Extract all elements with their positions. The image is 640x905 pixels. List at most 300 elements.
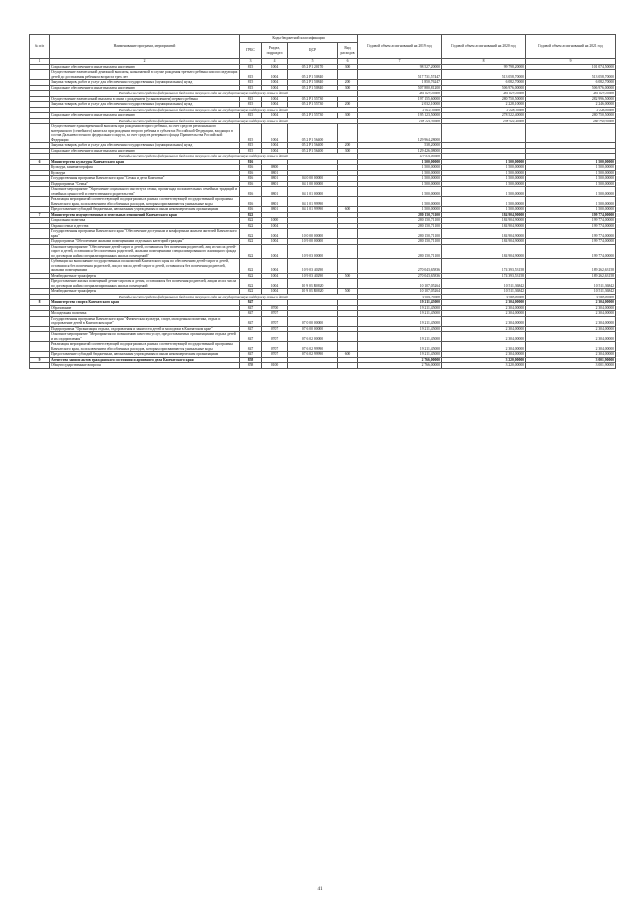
amount-2020: 184 904,90000 [442,212,526,218]
code-grbs: 816 [240,159,262,165]
code-razdel: 0801 [262,197,288,207]
amount-2020: 280 750,50000 [442,96,526,102]
code-csr: 04 1 01 00000 [288,187,338,197]
code-razdel: 0707 [262,332,288,342]
amount-2019: 1 500,00000 [358,187,442,197]
row-name: Охрана семьи и детства [50,223,240,229]
row-name: Социальное обеспечение и иные выплаты населению [50,64,240,70]
code-vr: 200 [338,143,358,149]
amount-2019: 19 211,45000 [358,342,442,352]
amount-2020: 1 500,00000 [442,176,526,182]
row-number [30,332,50,342]
amount-2020: 513 058,70000 [442,70,526,80]
column-number: 6 [338,59,358,65]
header-codes-group: Коды бюджетной классификации [240,35,358,43]
amount-2020: 278 522,40000 [442,113,526,119]
amount-2020: 2 304,00000 [442,305,526,311]
code-vr [338,244,358,259]
amount-2020: 2 304,00000 [442,332,526,342]
row-name: Министерство имущественных и земельных отношений Камчатского края [50,212,240,218]
amount-2019: 1 500,00000 [358,165,442,171]
amount-2019: 9 601,70000 [358,294,442,300]
code-csr: 07 6 02 99990 [288,342,338,352]
amount-2019: 19 211,45000 [358,300,442,306]
amount-2021: 2 304,00000 [526,332,616,342]
code-csr: 05 2 Р1 55730 [288,102,338,108]
code-razdel: 1004 [262,289,288,295]
amount-2020: 184 904,90000 [442,239,526,245]
code-grbs: 822 [240,273,262,279]
code-vr [338,187,358,197]
code-vr [338,124,358,143]
code-razdel: 0707 [262,352,288,358]
row-name: Предоставление субсидий бюджетным, автономным учреждениям и иным некоммерческим организациям [50,207,240,213]
amount-2021: 199 774,00000 [526,223,616,229]
row-number [30,197,50,207]
code-grbs: 816 [240,181,262,187]
code-grbs: 815 [240,124,262,143]
amount-2020: 174 393,53158 [442,259,526,274]
table-row [30,342,616,352]
column-number: 7 [358,59,442,65]
table-row [30,187,616,197]
header-csr: ЦСР [288,43,338,59]
amount-2019: 98 527,20000 [358,64,442,70]
amount-2019: 280 150,71100 [358,239,442,245]
amount-2020: 174 393,53158 [442,273,526,279]
amount-2019: 2 766,00000 [358,363,442,369]
amount-2019: 1 850,76247 [358,80,442,86]
budget-table [29,34,616,369]
row-number [30,244,50,259]
row-name: Межбюджетные трансферты [50,289,240,295]
code-razdel: 0801 [262,207,288,213]
code-grbs: 822 [240,218,262,224]
amount-2019: 129 964,28000 [358,124,442,143]
code-grbs: 822 [240,212,262,218]
code-razdel: 1004 [262,239,288,245]
code-csr [288,363,338,369]
code-razdel: 1004 [262,273,288,279]
code-grbs: 815 [240,96,262,102]
header-vr: Вид расходов [338,43,358,59]
table-row [30,244,616,259]
code-vr [338,363,358,369]
code-grbs: 816 [240,165,262,171]
amount-2021: 2 304,00000 [526,305,616,311]
code-csr: 10 9 00 00000 [288,239,338,245]
row-number [30,342,50,352]
amount-2019: 280 150,71100 [358,223,442,229]
code-razdel: 0801 [262,170,288,176]
code-razdel: 0707 [262,342,288,352]
amount-2020: 10 511,36842 [442,289,526,295]
row-name: Культура [50,170,240,176]
header-num: № п/п [30,35,50,59]
amount-2020: 2 228,10000 [442,102,526,108]
code-vr [338,342,358,352]
code-razdel: 1004 [262,229,288,239]
amount-2021: 10 511,36842 [526,289,616,295]
code-vr: 600 [338,352,358,358]
code-csr: 05 2 Р1 56400 [288,143,338,149]
amount-2020: 2 304,00000 [442,352,526,358]
amount-2020: 1 500,00000 [442,170,526,176]
code-csr: 05 2 Р1 55730 [288,113,338,119]
amount-2020: 99 798,20000 [442,64,526,70]
row-name: Предоставление субсидий бюджетным, автономным учреждениям и иным некоммерческим организациям [50,352,240,358]
note-text: Расходы за счет средств федерального бюджета текущего года на государственную поддержку семьи и детей [50,107,358,113]
header-2019: Годовой объем ассигнований на 2019 год [358,35,442,59]
code-grbs: 815 [240,148,262,154]
amount-2021: 189 262,63158 [526,273,616,279]
amount-2019: 19 211,45000 [358,332,442,342]
code-grbs: 816 [240,207,262,213]
amount-2021: 2 246,00000 [526,102,616,108]
amount-2019: 2 032,10000 [358,102,442,108]
code-grbs: 822 [240,244,262,259]
amount-2021: 199 774,00000 [526,244,616,259]
column-number: 9 [526,59,616,65]
code-razdel: 1004 [262,113,288,119]
amount-2020: 1 500,00000 [442,187,526,197]
row-name: Предоставление жилых помещений детям-сиротам и детям, оставшимся без попечения родителей, лицам из их числа по договорам найма специализированных жилых помещений [50,279,240,289]
amount-2019: 280 150,71100 [358,212,442,218]
amount-2020: 10 511,36842 [442,279,526,289]
code-grbs: 858 [240,363,262,369]
row-name: Реализация мероприятий соответствующей подпрограммы в рамках соответствующей государственной программы Камчатского края, за исключением обособленных расходов, которым присваиваются уникальные коды [50,197,240,207]
row-number [30,363,50,369]
code-vr [338,229,358,239]
code-vr [338,197,358,207]
code-csr: 05 2 Р1 56400 [288,124,338,143]
row-name: Осуществление ежемесячной выплаты в связи с рождением (усыновлением) первого ребенка [50,96,240,102]
row-name: Социальное обеспечение и иные выплаты населению [50,148,240,154]
code-razdel: 1004 [262,64,288,70]
code-razdel: 1004 [262,244,288,259]
column-number: 2 [50,59,240,65]
row-name: Государственная программа Камчатского края "Физическая культура, спорт, молодежная политика, отдых и оздоровление детей в Камчатском крае" [50,316,240,326]
code-csr: 05 2 Р1 55730 [288,96,338,102]
code-csr: 07 0 00 00000 [288,316,338,326]
amount-2021: 3 001,90000 [526,363,616,369]
amount-2019: 19 211,45000 [358,305,442,311]
row-number [30,229,50,239]
row-name: Министерство культуры Камчатского края [50,159,240,165]
row-name: Закупка товаров, работ и услуг для обеспечения государственных (муниципальных) нужд [50,143,240,149]
code-razdel: 1004 [262,70,288,80]
row-name: Министерство спорта Камчатского края [50,300,240,306]
column-number: 8 [442,59,526,65]
code-csr: 04 0 00 00000 [288,176,338,182]
column-number: 4 [262,59,288,65]
row-name: Общегосударственные вопросы [50,363,240,369]
code-grbs: 822 [240,279,262,289]
column-number: 5 [288,59,338,65]
code-csr: 07 6 02 99990 [288,352,338,358]
code-csr: 10 9 03 00000 [288,244,338,259]
row-name: Подпрограмма "Организация отдыха, оздоровления и занятости детей и молодежи в Камчатском крае" [50,326,240,332]
amount-2020: 184 904,90000 [442,244,526,259]
amount-2019: 10 107,05264 [358,279,442,289]
code-razdel: 1004 [262,259,288,274]
row-name: Подпрограмма "Семья" [50,181,240,187]
code-grbs: 847 [240,352,262,358]
amount-2021: 1 500,00000 [526,170,616,176]
amount-2021: 481 627,20000 [526,91,616,97]
code-grbs: 822 [240,229,262,239]
amount-2019: 270 043,65836 [358,259,442,274]
code-grbs: 816 [240,187,262,197]
code-csr: 05 2 Р1 50840 [288,80,338,86]
column-number: 1 [30,59,50,65]
header-2021: Годовой объем ассигнований на 2021 год [526,35,616,59]
code-vr: 200 [338,80,358,86]
amount-2021: 189 262,63158 [526,259,616,274]
amount-2019: 10 107,05264 [358,289,442,295]
row-number [30,187,50,197]
code-vr: 300 [338,85,358,91]
code-grbs: 815 [240,70,262,80]
code-razdel: 0707 [262,326,288,332]
table-body [30,64,616,368]
code-vr: 500 [338,273,358,279]
note-text: Расходы за счет средств федерального бюджета текущего года на государственную поддержку семьи и детей [50,118,358,124]
code-razdel: 1004 [262,85,288,91]
code-razdel: 1000 [262,218,288,224]
amount-2019: 1 500,00000 [358,197,442,207]
row-name: Культура, кинематография [50,165,240,171]
amount-2019: 19 211,45000 [358,326,442,332]
code-vr [338,332,358,342]
code-grbs: 822 [240,289,262,295]
amount-2020: 184 904,90000 [442,223,526,229]
code-razdel: 1004 [262,124,288,143]
row-name: Государственная программа Камчатского края "Обеспечение доступным и комфортным жильем жителей Камчатского края" [50,229,240,239]
amount-2019: 195 123,50000 [358,113,442,119]
table-row [30,316,616,326]
column-number: 3 [240,59,262,65]
row-number: 9 [30,357,50,363]
code-csr: 10 9 03 40290 [288,259,338,274]
amount-2021: 2 246,00000 [526,107,616,113]
row-name: Социальное обеспечение и иные выплаты населению [50,85,240,91]
amount-2021: 2 304,00000 [526,316,616,326]
table-row [30,197,616,207]
code-csr: 05 2 Р1 50840 [288,85,338,91]
code-csr: 05 2 Р1 20170 [288,64,338,70]
table-row [30,279,616,289]
code-csr: 10 9 03 40290 [288,273,338,279]
amount-2019: 517 731,57447 [358,70,442,80]
amount-2019: 1 500,00000 [358,207,442,213]
code-vr: 300 [338,148,358,154]
code-grbs: 822 [240,239,262,245]
code-grbs: 815 [240,113,262,119]
row-name: Осуществление ежемесячной денежной выплаты, назначаемой в случае рождения третьего ребенка или последующих детей до достижения ребенком возраста трех лет [50,70,240,80]
amount-2021: 101 074,50000 [526,64,616,70]
amount-2020: 3 220,00000 [442,357,526,363]
amount-2020: 1 500,00000 [442,181,526,187]
amount-2021: 280 750,50000 [526,118,616,124]
code-vr [338,70,358,80]
code-razdel: 1004 [262,223,288,229]
row-number [30,70,50,80]
code-razdel: 1004 [262,96,288,102]
amount-2019: 538,20000 [358,143,442,149]
amount-2021: 10 511,36842 [526,279,616,289]
page-number: 41 [317,887,323,892]
row-name: Молодежная политика [50,311,240,317]
note-text: Расходы за счет средств федерального бюджета текущего года на государственную поддержку семьи и детей [50,91,358,97]
amount-2019: 19 211,45000 [358,316,442,326]
amount-2020: 2 304,00000 [442,316,526,326]
code-vr: 300 [338,64,358,70]
code-grbs: 847 [240,311,262,317]
code-csr: 04 1 01 99990 [288,197,338,207]
code-razdel: 0100 [262,363,288,369]
row-name: Реализация мероприятий соответствующей подпрограммы в рамках соответствующей государственной программы Камчатского края, за исключением обособленных расходов, которым присваиваются уникальные коды [50,342,240,352]
code-grbs: 815 [240,85,262,91]
amount-2021: 1 500,00000 [526,159,616,165]
code-razdel: 0700 [262,305,288,311]
amount-2021: 1 500,00000 [526,207,616,213]
code-razdel: 0800 [262,165,288,171]
code-grbs: 815 [240,64,262,70]
header-grbs: ГРБС [240,43,262,59]
code-grbs: 847 [240,342,262,352]
code-csr: 04 1 01 99990 [288,207,338,213]
amount-2019: 507 880,81200 [358,85,442,91]
row-number [30,279,50,289]
code-vr [338,316,358,326]
code-razdel: 0801 [262,176,288,182]
row-name: Закупка товаров, работ и услуг для обеспечения государственных (муниципальных) нужд [50,80,240,86]
code-grbs: 847 [240,305,262,311]
note-text: Расходы за счет средств федерального бюджета текущего года на государственную поддержку семьи и детей [50,294,358,300]
code-razdel: 0801 [262,181,288,187]
amount-2019: 19 211,45000 [358,352,442,358]
code-csr: 07 6 02 00000 [288,332,338,342]
table-row [30,332,616,342]
header-name: Наименование программ, мероприятий [50,35,240,59]
row-name: Основное мероприятие "Мероприятия по повышению качества услуг, предоставляемых организациями отдыха детей и их оздоровления" [50,332,240,342]
row-number [30,259,50,274]
amount-2021: 1 500,00000 [526,176,616,182]
amount-2019: 270 043,65836 [358,273,442,279]
amount-2021: 2 304,00000 [526,352,616,358]
code-grbs: 847 [240,316,262,326]
amount-2020: 1 500,00000 [442,197,526,207]
amount-2021: 2 304,00000 [526,300,616,306]
amount-2021: 2 304,00000 [526,311,616,317]
code-razdel: 1004 [262,102,288,108]
code-grbs: 858 [240,357,262,363]
amount-2021: 3 001,90000 [526,357,616,363]
code-grbs: 815 [240,143,262,149]
amount-2021: 199 774,00000 [526,239,616,245]
code-csr: 05 2 Р1 56400 [288,148,338,154]
code-razdel: 1004 [262,279,288,289]
code-csr: 10 9 03 R0820 [288,279,338,289]
code-grbs: 847 [240,300,262,306]
budget-table-sheet [29,34,615,369]
code-grbs: 816 [240,170,262,176]
table-row [30,363,616,369]
amount-2020: 1 500,00000 [442,159,526,165]
note-text: Расходы за счет средств федерального бюджета текущего года на государственную поддержку семьи и детей [50,154,358,160]
row-name: Основное мероприятие "Обеспечение детей-сирот и детей, оставшихся без попечения родителей, лиц из числа детей-сирот и детей, оставшихся без попечения родителей, жилыми помещениями специализированного жилищного фонда по договорам найма специализированных жилых помещений" [50,244,240,259]
amount-2021: 1 500,00000 [526,187,616,197]
row-name: Осуществление единовременной выплаты при рождении второго ребенка, за счет средств регионального материнского (семейного) капитала при рождении второго ребенка в субъектах Российской Федерации, входящих в состав Дальневосточного федерального округа, за счет средств резервного фонда Правительства Российской Федерации [50,124,240,143]
amount-2019: 193 121,50000 [358,118,442,124]
amount-2020: 2 228,10000 [442,107,526,113]
row-name: Подпрограмма "Обеспечение жилыми помещениями отдельных категорий граждан" [50,239,240,245]
code-grbs: 816 [240,176,262,182]
amount-2021: 6 082,70000 [526,80,616,86]
amount-2021: 199 774,00000 [526,229,616,239]
row-number: 8 [30,300,50,306]
row-name: Социальное обеспечение и иные выплаты населению [50,113,240,119]
header-2020: Годовой объем ассигнований на 2020 год [442,35,526,59]
amount-2020 [442,124,526,143]
amount-2019: 1 500,00000 [358,176,442,182]
amount-2019: 280 150,71100 [358,229,442,239]
code-vr: 500 [338,289,358,295]
code-razdel: 0801 [262,187,288,197]
amount-2019: 1 500,00000 [358,170,442,176]
amount-2019: 481 627,20000 [358,91,442,97]
amount-2021: 1 500,00000 [526,181,616,187]
amount-2021: 280 750,50000 [526,113,616,119]
row-name: Основное мероприятие "Укрепление социального института семьи, пропаганда положительных семейных традиций и семейных ценностей и ответственного родительства" [50,187,240,197]
row-number: 7 [30,212,50,218]
amount-2021: 282 996,50000 [526,96,616,102]
amount-2019: 197 155,60000 [358,96,442,102]
code-grbs: 816 [240,197,262,207]
amount-2021: 199 774,00000 [526,212,616,218]
amount-2021: 2 304,00000 [526,326,616,332]
code-grbs: 815 [240,102,262,108]
amount-2020: 6 082,70000 [442,80,526,86]
amount-2019: 2 012,10000 [358,107,442,113]
code-vr: 200 [338,102,358,108]
amount-2021: 2 304,00000 [526,342,616,352]
amount-2020: 506 976,00000 [442,85,526,91]
amount-2019: 129 426,08000 [358,148,442,154]
code-vr: 600 [338,207,358,213]
amount-2019: 19 211,45000 [358,311,442,317]
amount-2019: 1 500,00000 [358,181,442,187]
amount-2019: 1 500,00000 [358,159,442,165]
amount-2020: 2 304,00000 [442,326,526,332]
row-name: Агентство записи актов гражданского состояния и архивного дела Камчатского края [50,357,240,363]
amount-2020: 2 304,00000 [442,342,526,352]
code-razdel: 1004 [262,80,288,86]
code-grbs: 847 [240,332,262,342]
code-grbs: 847 [240,326,262,332]
amount-2019: 117 011,80000 [358,154,442,160]
amount-2019: 2 766,00000 [358,357,442,363]
code-csr: 07 6 00 00000 [288,326,338,332]
amount-2020: 184 904,90000 [442,218,526,224]
amount-2021: 1 500,00000 [526,165,616,171]
amount-2020: 1 500,00000 [442,165,526,171]
amount-2020: 481 627,20000 [442,91,526,97]
row-name: Образование [50,305,240,311]
code-grbs: 815 [240,80,262,86]
amount-2020: 184 904,90000 [442,229,526,239]
